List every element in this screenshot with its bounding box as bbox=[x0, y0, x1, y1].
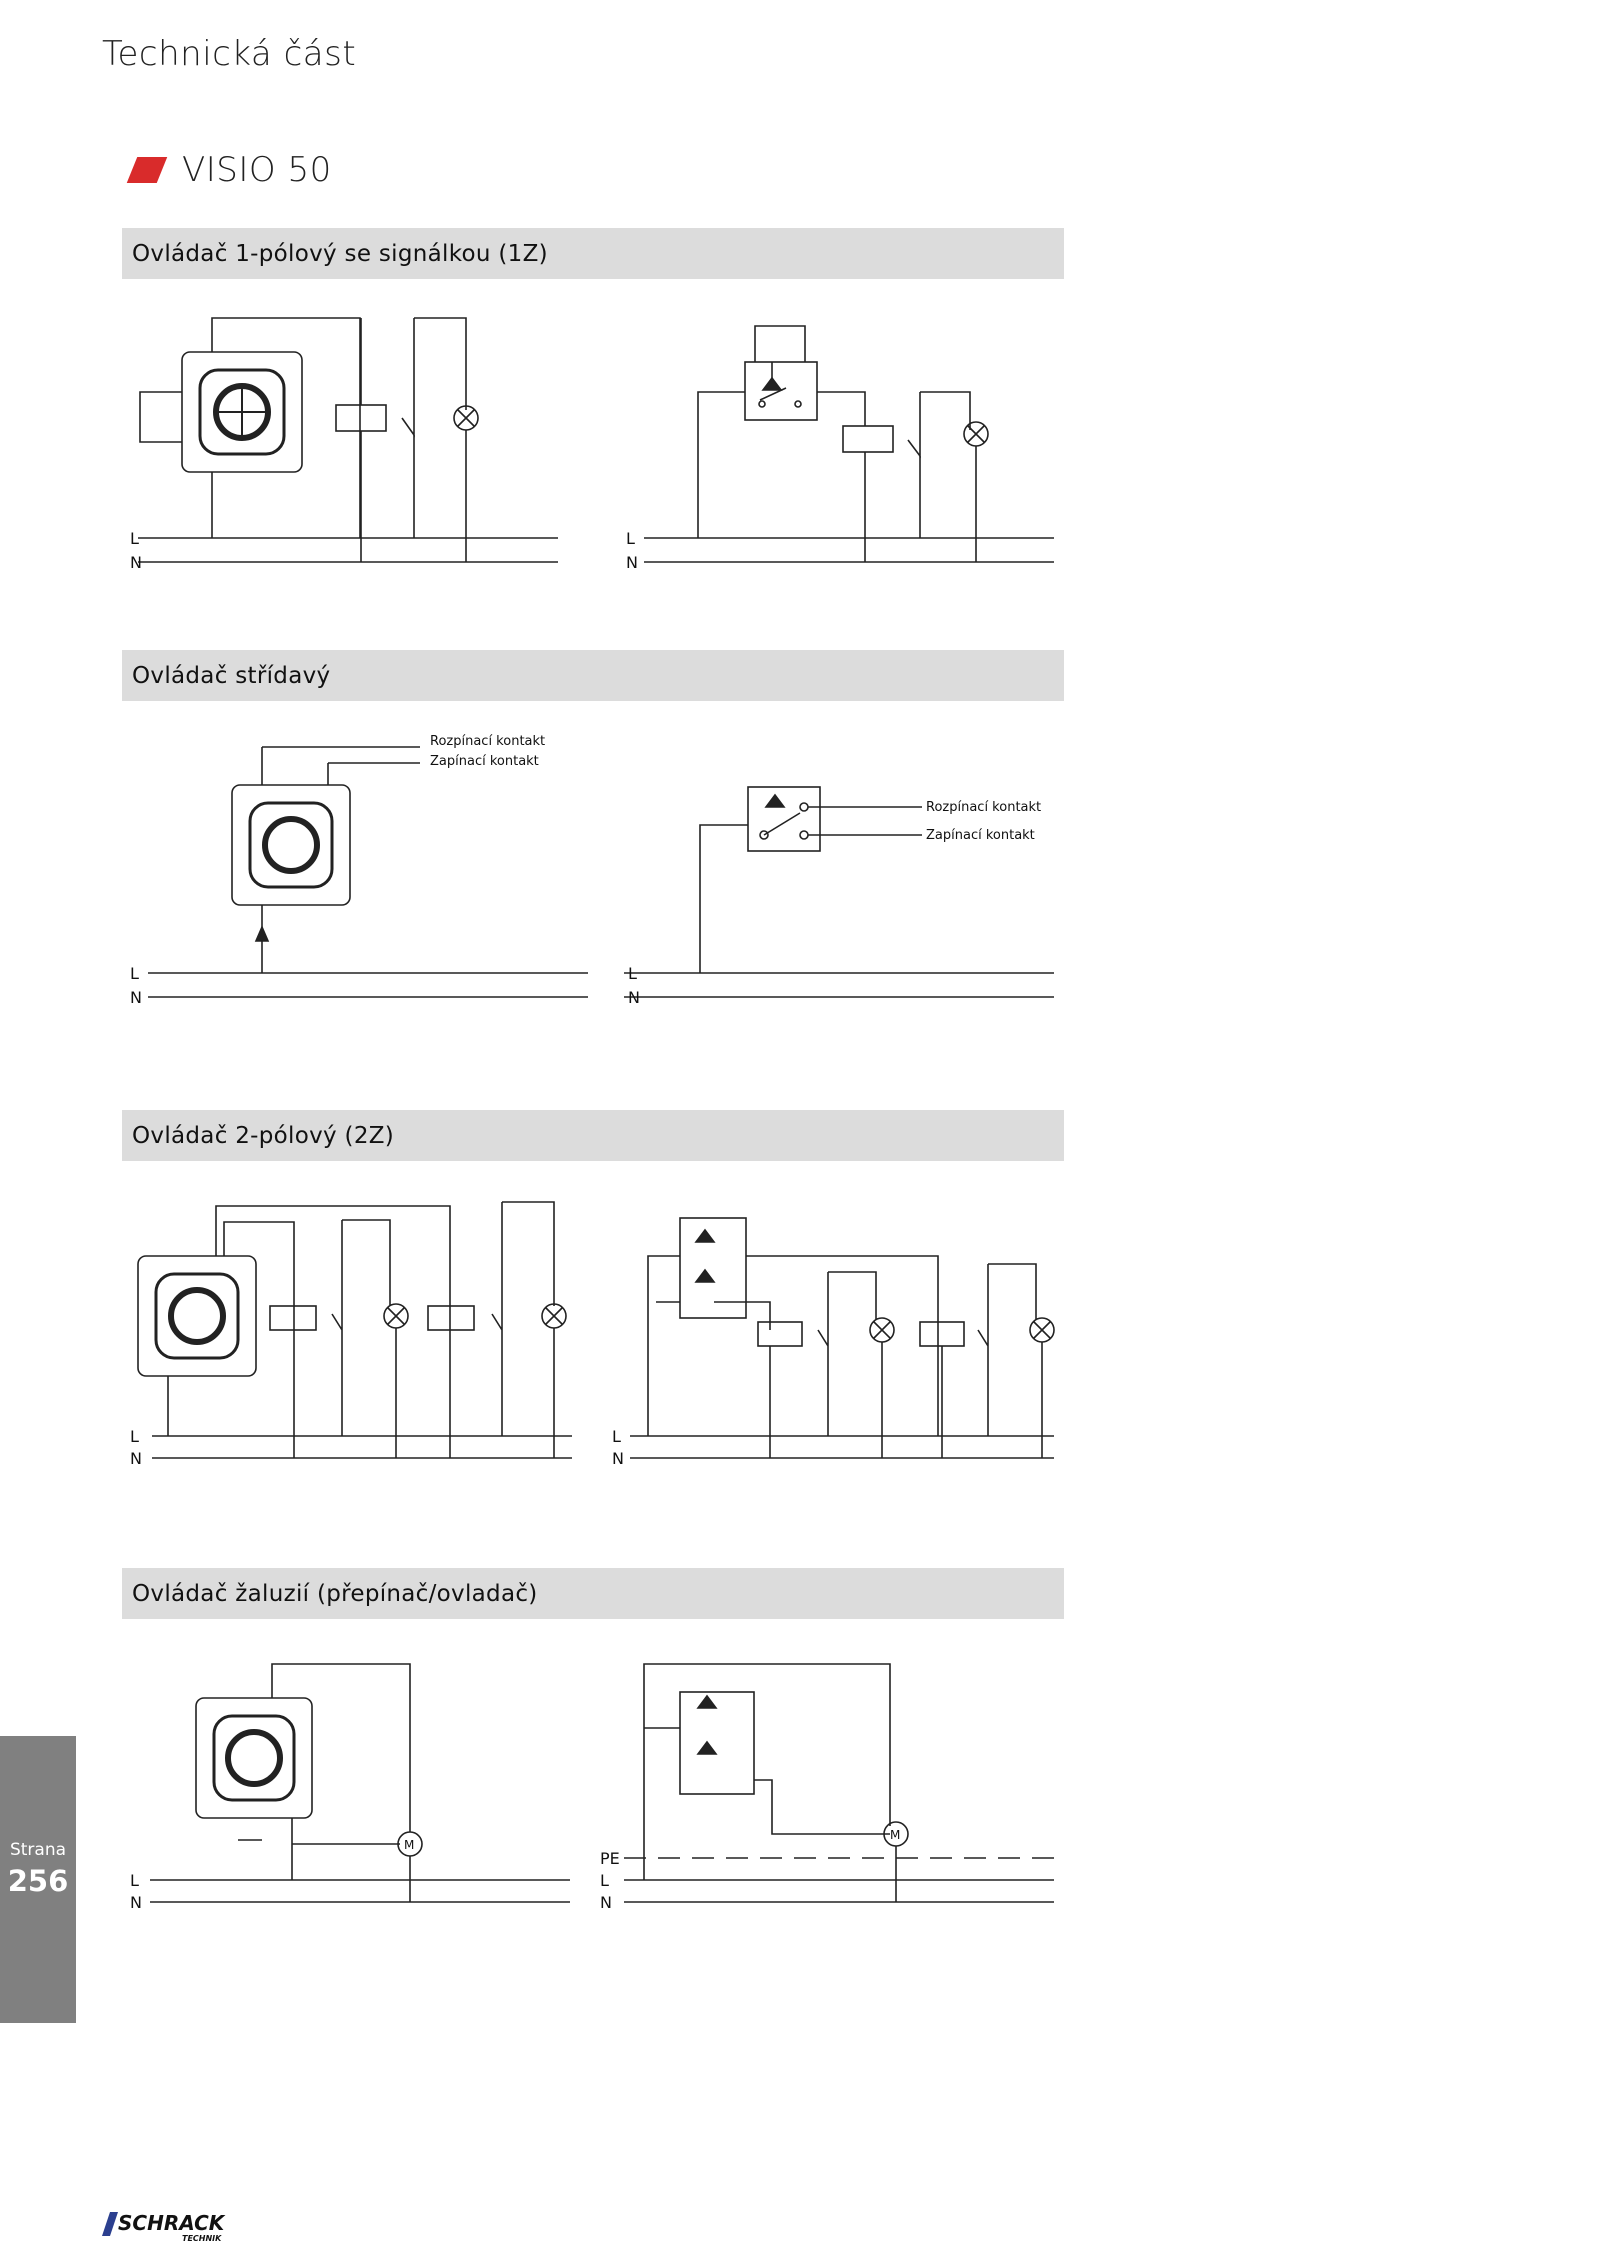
label-N: N bbox=[600, 1893, 612, 1912]
label-zapinaci: Zapínací kontakt bbox=[926, 828, 1035, 843]
label-L: L bbox=[130, 964, 139, 983]
label-L: L bbox=[130, 1427, 139, 1446]
motor-label: M bbox=[890, 1828, 901, 1842]
label-L: L bbox=[612, 1427, 621, 1446]
label-rozpinaci: Rozpínací kontakt bbox=[926, 800, 1042, 815]
product-name: VISIO 50 bbox=[182, 150, 332, 190]
product-heading bbox=[128, 144, 332, 196]
label-L: L bbox=[626, 529, 635, 548]
page-header: Technická část bbox=[102, 34, 357, 74]
relay-coil bbox=[336, 405, 386, 431]
logo-text: SCHRACK bbox=[118, 2211, 225, 2235]
label-N: N bbox=[130, 1893, 142, 1912]
logo-subtext: TECHNIK bbox=[182, 2234, 222, 2243]
page-label: Strana bbox=[9, 1840, 67, 1860]
label-N: N bbox=[626, 553, 638, 572]
schrack-logo bbox=[98, 2208, 248, 2244]
page-number: 256 bbox=[7, 1864, 69, 1898]
label-L: L bbox=[600, 1871, 609, 1890]
label-N: N bbox=[612, 1449, 624, 1468]
label-N: N bbox=[130, 988, 142, 1007]
motor-label: M bbox=[404, 1838, 415, 1852]
page-tab bbox=[0, 1736, 76, 2023]
label-N: N bbox=[130, 1449, 142, 1468]
label-N: N bbox=[130, 553, 142, 572]
section-title-3: Ovládač 2-pólový (2Z) bbox=[122, 1110, 1064, 1161]
red-bullet-icon bbox=[127, 157, 168, 183]
wiring-diagram-blinds bbox=[110, 1650, 1070, 1940]
section-title-4: Ovládač žaluzií (přepínač/ovladač) bbox=[122, 1568, 1064, 1619]
wiring-diagram-2pole bbox=[110, 1196, 1070, 1486]
section-title-2: Ovládač střídavý bbox=[122, 650, 1064, 701]
label-N: N bbox=[628, 988, 640, 1007]
label-L: L bbox=[628, 964, 637, 983]
wiring-diagram-alternating bbox=[110, 725, 1070, 1015]
label-rozpinaci: Rozpínací kontakt bbox=[430, 734, 546, 749]
section-title-1: Ovládač 1-pólový se signálkou (1Z) bbox=[122, 228, 1064, 279]
label-L: L bbox=[130, 1871, 139, 1890]
label-L: L bbox=[130, 529, 139, 548]
wiring-diagram-1pole-signal bbox=[110, 300, 1070, 590]
label-PE: PE bbox=[600, 1849, 620, 1868]
label-zapinaci: Zapínací kontakt bbox=[430, 754, 539, 769]
